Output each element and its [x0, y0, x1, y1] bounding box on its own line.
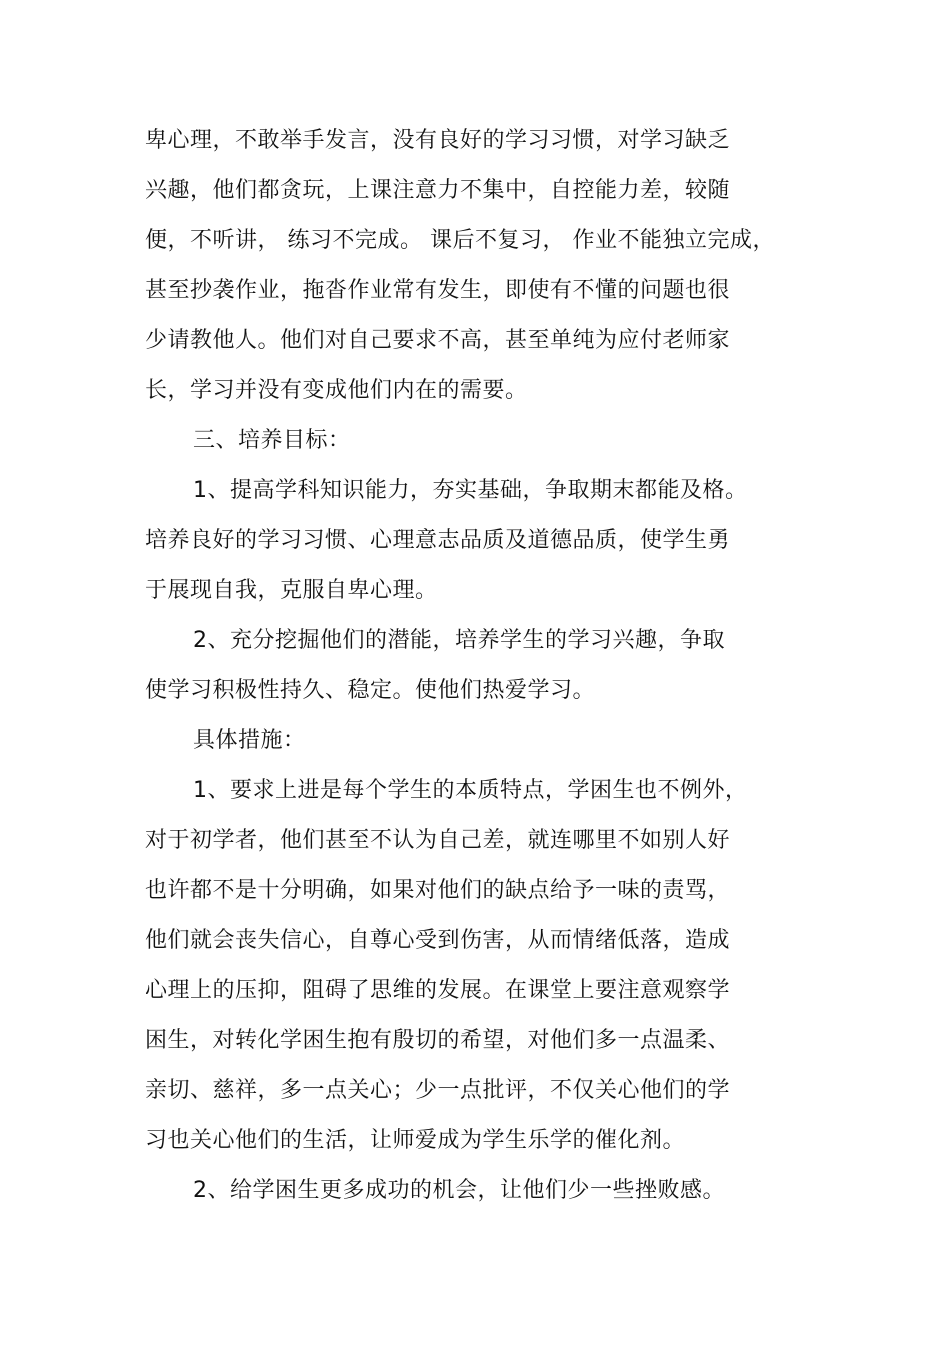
text-line: 长，学习并没有变成他们内在的需要。	[145, 378, 528, 403]
text-line: 甚至抄袭作业，拖沓作业常有发生，即使有不懂的问题也很	[145, 278, 731, 303]
text-line: 1、要求上进是每个学生的本质特点，学困生也不例外，	[193, 778, 748, 803]
text-line: 2、给学困生更多成功的机会，让他们少一些挫败感。	[193, 1178, 725, 1203]
section-heading: 三、培养目标：	[193, 428, 351, 453]
text-line: 困生，对转化学困生抱有殷切的希望，对他们多一点温柔、	[145, 1028, 731, 1053]
text-line: 兴趣，他们都贪玩，上课注意力不集中，自控能力差，较随	[145, 178, 731, 203]
text-line: 他们就会丧失信心，自尊心受到伤害，从而情绪低落，造成	[145, 928, 731, 953]
text-line: 对于初学者，他们甚至不认为自己差，就连哪里不如别人好	[145, 828, 731, 853]
text-line: 也许都不是十分明确，如果对他们的缺点给予一味的责骂，	[145, 878, 731, 903]
text-line: 2、充分挖掘他们的潜能，培养学生的学习兴趣，争取	[193, 628, 725, 653]
text-line: 培养良好的学习习惯、心理意志品质及道德品质，使学生勇	[145, 528, 731, 553]
text-line: 少请教他人。他们对自己要求不高，甚至单纯为应付老师家	[145, 328, 731, 353]
text-line: 于展现自我，克服自卑心理。	[145, 578, 438, 603]
text-line: 1、提高学科知识能力，夯实基础，争取期末都能及格。	[193, 478, 748, 503]
section-heading: 具体措施：	[193, 728, 306, 753]
text-line: 使学习积极性持久、稳定。使他们热爱学习。	[145, 678, 596, 703]
text-line: 卑心理，不敢举手发言，没有良好的学习习惯，对学习缺乏	[145, 128, 731, 153]
text-line: 便，不听讲， 练习不完成。 课后不复习， 作业不能独立完成，	[145, 228, 775, 253]
text-line: 习也关心他们的生活，让师爱成为学生乐学的催化剂。	[145, 1128, 686, 1153]
text-line: 心理上的压抑，阻碍了思维的发展。在课堂上要注意观察学	[145, 978, 731, 1003]
text-line: 亲切、慈祥，多一点关心；少一点批评，不仅关心他们的学	[145, 1078, 731, 1103]
